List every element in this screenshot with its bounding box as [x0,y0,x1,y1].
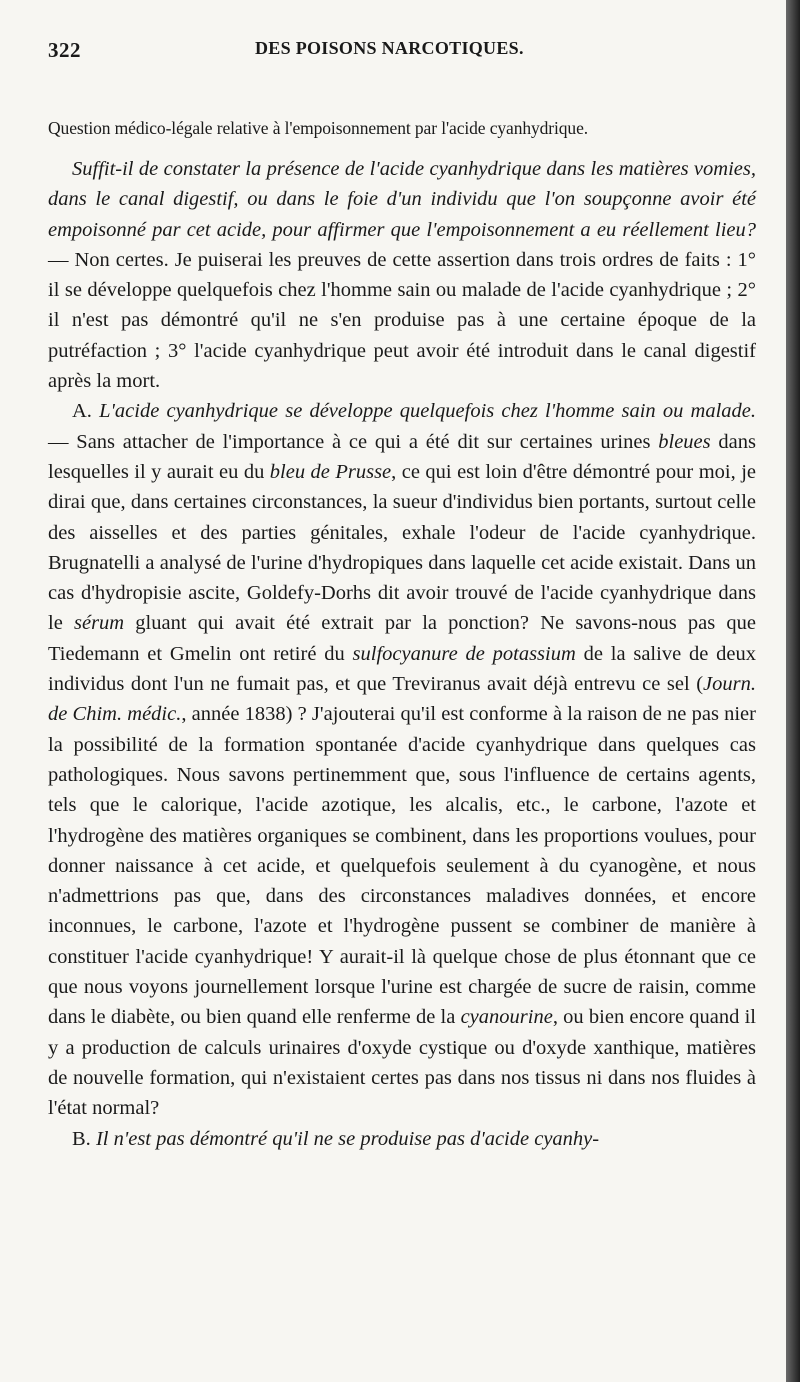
section-title: Question médico-légale relative à l'empoisonnement par l'acide cyanhydrique. [48,118,589,138]
paragraph-2-italic-3: sérum [74,612,125,635]
paragraph-2-italic-1: bleues [658,430,711,453]
paragraph-2-text-2: dans lesquelles il y aurait eu du [48,430,756,483]
paragraph-2-heading: L'acide cyanhydrique se développe quelquefois chez l'homme sain ou malade. [99,400,756,423]
paragraph-2-text-3: , ce qui est loin d'être démontré pour moi, je dirai que, dans certaines circonstances, la sueur d'individus bien portants, surtout celle des aisselles et des parties génitales, exhale l'odeur de l'acide cyanhydrique. Brugnatelli a analysé de l'urine d'hydropiques dans laquelle cet acide existait. Dans un cas d'hydropisie ascite, Goldefy-Dorhs dit avoir trouvé de l'acide cyanhydrique dans le [48,460,756,635]
paragraph-3 [48,1124,756,1154]
paragraph-2-italic-5: Journ. de Chim. médic. [48,673,756,726]
paragraph-2 [48,396,756,1123]
running-head [48,30,756,70]
body-text [48,154,756,1154]
paragraph-3-lead: B. [72,1127,96,1150]
page-number: 322 [48,38,81,62]
paragraph-2-text-7: , ou bien encore quand il y a production de calculs urinaires d'oxyde cystique ou d'oxyde xanthique, matières de nouvelle formation, qui n'existaient certes pas dans nos tissus ni dans nos fluides à l'état normal? [48,1006,756,1120]
paragraph-1 [48,154,756,396]
book-page [48,30,756,1154]
paragraph-1-question: Suffit-il de constater la présence de l'acide cyanhydrique dans les matières vomies, dans le canal digestif, ou dans le foie d'un individu que l'on soupçonne avoir été empoisonné par cet acide, pour affirmer que l'empoisonnement a eu réellement lieu? [48,158,756,241]
paragraph-2-text-4: gluant qui avait été extrait par la ponction? Ne savons-nous pas que Tiedemann et Gmelin ont retiré du [48,612,757,665]
paragraph-2-lead: A. [72,400,100,423]
paragraph-2-italic-6: cyanourine [460,1006,553,1029]
paragraph-2-text-5: de la salive de deux individus dont l'un ne fumait pas, et que Treviranus avait déjà entrevu ce sel ( [48,642,756,696]
paragraph-2-text-1: — Sans attacher de l'importance à ce qui a été dit sur certaines urines [48,430,659,453]
paragraph-1-text: — Non certes. Je puiserai les preuves de cette assertion dans trois ordres de faits : 1° il se développe quelquefois chez l'homme sain ou malade de l'acide cyanhydrique ; 2° il n'est pas démontré qu'il ne s'en produise pas à une certaine époque de la putréfaction ; 3° l'acide cyanhydrique peut avoir été introduit dans le canal digestif après la mort. [48,248,756,393]
paragraph-2-italic-4: sulfocyanure de potassium [352,642,576,665]
paragraph-3-heading: Il n'est pas démontré qu'il ne se produise pas d'acide cyanhy- [95,1127,600,1150]
page-edge-shadow [786,0,800,1382]
running-head-title: DES POISONS NARCOTIQUES. [255,38,524,58]
paragraph-2-text-6: , année 1838) ? J'ajouterai qu'il est conforme à la raison de ne pas nier la possibilité de la formation spontanée d'acide cyanhydrique dans quelques cas pathologiques. Nous savons pertinemment que, sous l'influence de certains agents, tels que le calorique, l'acide azotique, les alcalis, etc., le carbone, l'azote et l'hydrogène des matières organiques se combinent, dans les proportions voulues, pour donner naissance à cet acide, et quelquefois seulement à du cyanogène, et nous n'admettrions pas que, dans des circonstances maladives données, et encore inconnues, le carbone, l'azote et l'hydrogène pussent se combiner de manière à constituer l'acide cyanhydrique! Y aurait-il là quelque chose de plus étonnant que ce que nous voyons journellement lorsque l'urine est chargée de sucre de raisin, comme dans le diabète, ou bien quand elle renferme de la [48,703,756,1029]
paragraph-2-italic-2: bleu de Prusse [269,460,392,483]
